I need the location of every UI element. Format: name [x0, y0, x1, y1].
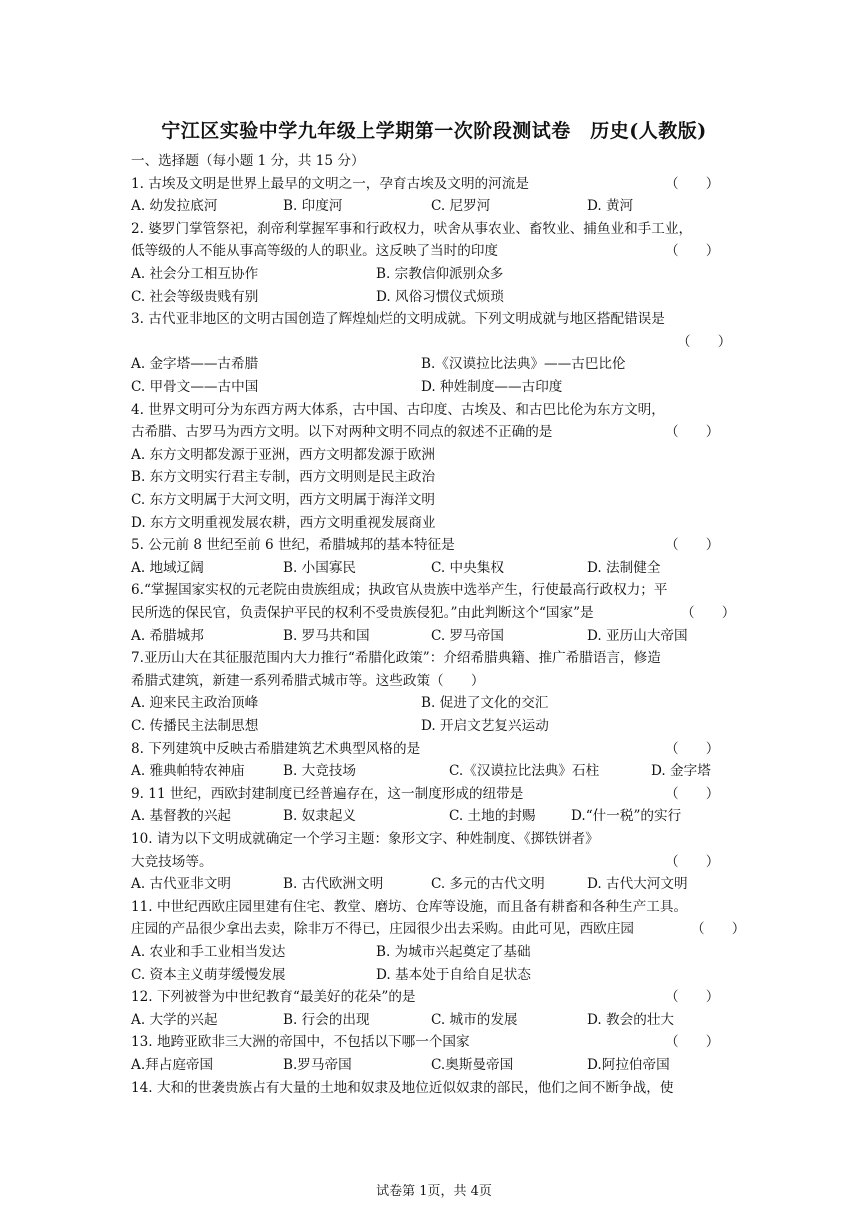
- answer-option: D. 法制健全: [587, 559, 661, 576]
- question-stem-text: 5. 公元前 8 世纪至前 6 世纪，希腊城邦的基本特征是: [131, 537, 455, 554]
- question-stem-text: 14. 大和的世袭贵族占有大量的土地和奴隶及地位近似奴隶的部民，他们之间不断争战，使: [131, 1079, 674, 1096]
- answer-option: B. 古代欧洲文明: [283, 876, 384, 893]
- answer-option: C. 传播民主法制思想: [131, 718, 259, 734]
- question-stem-text: 民所选的保民官，负责保护平民的权利不受贵族侵犯。”由此判断这个“国家”是: [131, 605, 594, 621]
- page-footer: 试卷第 1页，共 4页: [376, 1184, 492, 1199]
- question-stem-text: 大竞技场等。: [131, 853, 213, 870]
- answer-blank: （ ）: [681, 605, 736, 621]
- answer-option: B. 行会的出现: [283, 1011, 370, 1028]
- question-stem-text: 希腊式建筑，新建一系列希腊式城市等。这些政策（ ）: [131, 672, 485, 689]
- answer-blank: （ ）: [665, 175, 720, 192]
- answer-option: A. 雅典帕特农神庙: [131, 763, 245, 780]
- answer-option: B.《汉谟拉比法典》——古巴比伦: [421, 356, 626, 373]
- answer-option: D. 金字塔: [651, 763, 711, 780]
- answer-option: C. 罗马帝国: [431, 627, 504, 644]
- answer-blank: （ ）: [665, 785, 720, 802]
- answer-blank: （ ）: [665, 243, 720, 260]
- answer-option: C. 尼罗河: [431, 198, 491, 215]
- answer-option: A. 迎来民主政治顶峰: [131, 695, 259, 712]
- answer-option: A. 农业和手工业相当发达: [131, 944, 286, 960]
- answer-option: C. 中央集权: [431, 559, 504, 576]
- answer-option: D. 东方文明重视发展农耕，西方文明重视发展商业: [131, 514, 436, 531]
- answer-option: A. 基督教的兴起: [131, 808, 232, 825]
- question-stem-text: 2. 婆罗门掌管祭祀，刹帝利掌握军事和行政权力，吠舍从事农业、畜牧业、捕鱼业和手工业，: [131, 220, 693, 237]
- answer-option: A. 社会分工相互协作: [131, 266, 259, 282]
- answer-option: A. 希腊城邦: [131, 627, 204, 644]
- answer-option: B. 为城市兴起奠定了基础: [376, 944, 531, 960]
- answer-blank: （ ）: [665, 853, 720, 870]
- answer-option: D. 亚历山大帝国: [587, 627, 688, 644]
- answer-option: C. 东方文明属于大河文明，西方文明属于海洋文明: [131, 492, 436, 508]
- exam-title: 宁江区实验中学九年级上学期第一次阶段测试卷 历史(人教版): [161, 120, 707, 142]
- answer-option: D.“什一税”的实行: [571, 808, 682, 825]
- question-stem-text: 7.亚历山大在其征服范围内大力推行“希腊化政策”：介绍希腊典籍、推广希腊语言，修造: [131, 650, 661, 667]
- answer-option: A. 东方文明都发源于亚洲，西方文明都发源于欧洲: [131, 446, 435, 463]
- question-stem-text: 12. 下列被誉为中世纪教育“最美好的花朵”的是: [131, 989, 416, 1006]
- answer-option: C. 资本主义萌芽缓慢发展: [131, 966, 286, 983]
- answer-option: B. 奴隶起义: [283, 808, 357, 825]
- question-stem-text: 4. 世界文明可分为东西方两大体系，古中国、古印度、古埃及、和古巴比伦为东方文明，: [131, 401, 665, 418]
- answer-option: B. 促进了文化的交汇: [421, 695, 549, 712]
- answer-option: B. 东方文明实行君主专制，西方文明则是民主政治: [131, 469, 436, 486]
- answer-option: D. 教会的壮大: [587, 1011, 675, 1028]
- answer-option: B. 印度河: [283, 198, 343, 215]
- answer-option: B. 宗教信仰派别众多: [376, 266, 504, 282]
- answer-blank: （ ）: [665, 424, 720, 441]
- answer-option: A. 地域辽阔: [131, 559, 204, 576]
- answer-option: C. 甲骨文——古中国: [131, 379, 259, 395]
- answer-option: B. 大竞技场: [283, 763, 357, 780]
- answer-option: D.阿拉伯帝国: [587, 1057, 670, 1073]
- question-stem-text: 古希腊、古罗马为西方文明。以下对两种文明不同点的叙述不正确的是: [131, 424, 553, 441]
- answer-blank: （ ）: [677, 333, 732, 350]
- answer-option: B. 小国寡民: [283, 559, 357, 576]
- answer-blank: （ ）: [665, 1034, 720, 1051]
- question-stem-text: 13. 地跨亚欧非三大洲的帝国中，不包括以下哪一个国家: [131, 1034, 470, 1051]
- answer-blank: （ ）: [665, 740, 720, 757]
- answer-option: C. 社会等级贵贱有别: [131, 288, 259, 305]
- question-stem-text: 8. 下列建筑中反映古希腊建筑艺术典型风格的是: [131, 740, 421, 757]
- answer-option: A. 大学的兴起: [131, 1011, 218, 1028]
- question-stem-text: 低等级的人不能从事高等级的人的职业。这反映了当时的印度: [131, 243, 499, 260]
- answer-option: B. 罗马共和国: [283, 627, 370, 644]
- answer-blank: （ ）: [691, 921, 746, 938]
- answer-option: D. 黄河: [587, 198, 634, 215]
- answer-option: B.罗马帝国: [283, 1057, 352, 1073]
- answer-option: C. 土地的封赐: [449, 808, 536, 825]
- answer-option: A. 古代亚非文明: [131, 876, 232, 893]
- answer-option: C.《汉谟拉比法典》石柱: [449, 763, 600, 780]
- question-stem-text: 3. 古代亚非地区的文明古国创造了辉煌灿烂的文明成就。下列文明成就与地区搭配错误是: [131, 311, 665, 328]
- answer-blank: （ ）: [665, 537, 720, 554]
- question-stem-text: 9. 11 世纪，西欧封建制度已经普遍存在，这一制度形成的纽带是: [131, 785, 524, 802]
- answer-option: D. 风俗习惯仪式烦琐: [376, 288, 504, 305]
- answer-option: C.奥斯曼帝国: [431, 1057, 514, 1073]
- answer-option: D. 种姓制度——古印度: [421, 379, 563, 395]
- question-stem-text: 庄园的产品很少拿出去卖，除非万不得已，庄园很少出去采购。由此可见，西欧庄园: [131, 921, 634, 938]
- question-stem-text: 10. 请为以下文明成就确定一个学习主题：象形文字、种姓制度、《掷铁饼者》: [131, 831, 599, 847]
- question-stem-text: 11. 中世纪西欧庄园里建有住宅、教堂、磨坊、仓库等设施，而且备有耕畜和各种生产工具。: [131, 898, 688, 915]
- question-stem-text: 1. 古埃及文明是世界上最早的文明之一，孕育古埃及文明的河流是: [131, 175, 529, 192]
- answer-option: A. 金字塔——古希腊: [131, 356, 259, 373]
- section-label: 一、选择题（每小题 1 分，共 15 分）: [131, 153, 365, 169]
- answer-option: A.拜占庭帝国: [131, 1057, 214, 1073]
- answer-option: D. 开启文艺复兴运动: [421, 718, 549, 734]
- answer-option: D. 基本处于自给自足状态: [376, 966, 531, 983]
- answer-option: D. 古代大河文明: [587, 876, 688, 893]
- question-stem-text: 6.“掌握国家实权的元老院由贵族组成；执政官从贵族中选举产生，行使最高行政权力；平: [131, 582, 668, 599]
- answer-blank: （ ）: [665, 989, 720, 1006]
- answer-option: A. 幼发拉底河: [131, 198, 218, 215]
- answer-option: C. 多元的古代文明: [431, 876, 545, 893]
- answer-option: C. 城市的发展: [431, 1011, 518, 1028]
